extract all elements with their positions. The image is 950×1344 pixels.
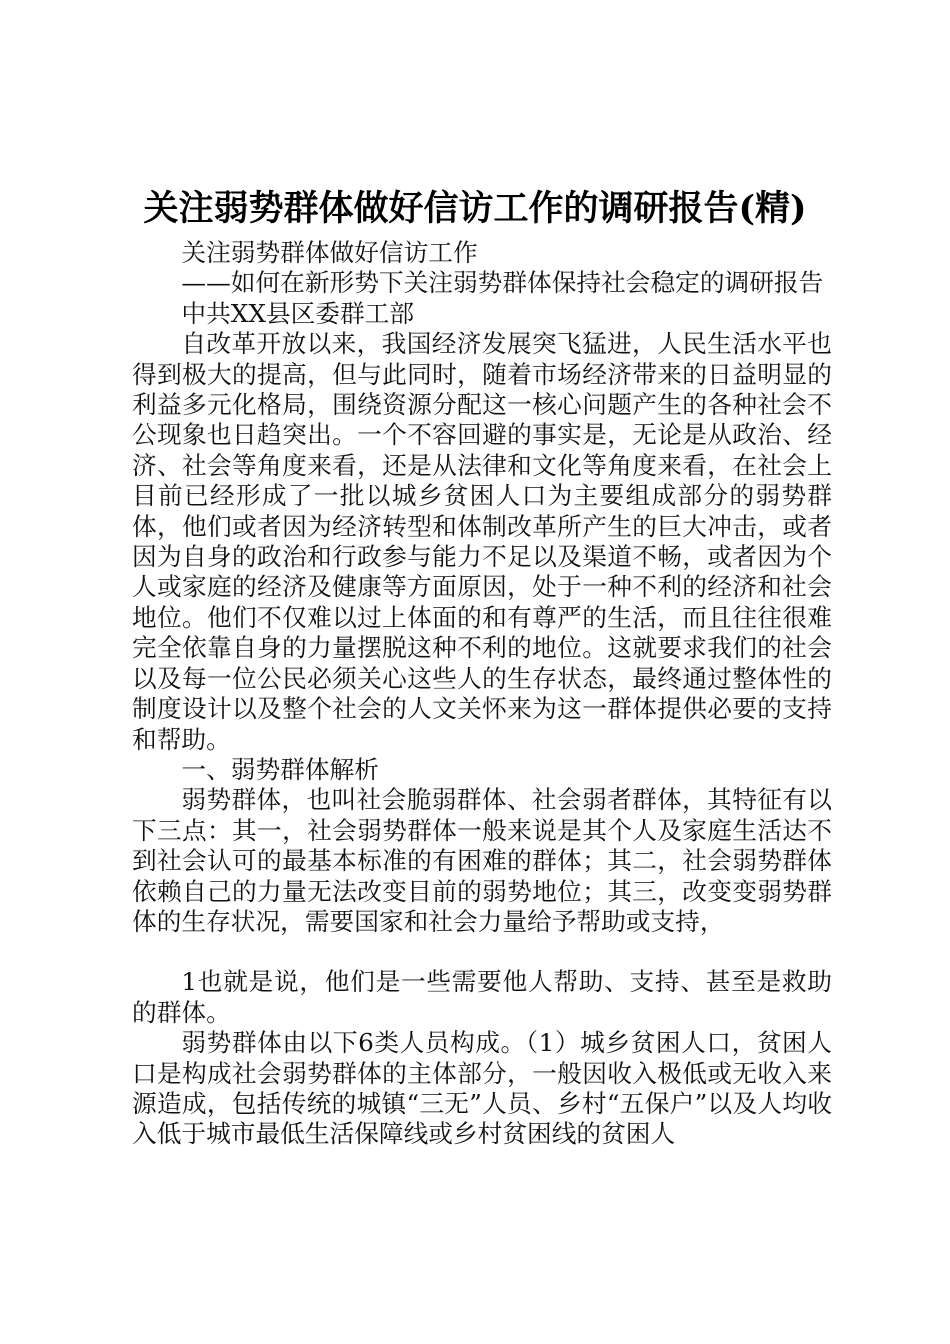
document-body	[132, 238, 832, 1150]
subtitle-dash-line: ——如何在新形势下关注弱势群体保持社会稳定的调研报告	[181, 268, 824, 298]
section-heading: 一、弱势群体解析	[181, 754, 379, 784]
intro-paragraph: 自改革开放以来，我国经济发展突飞猛进，人民生活水平也得到极大的提高，但与此同时，随着市场经济带来的日益明显的利益多元化格局，围绕资源分配这一核心问题产生的各种社会不公现象也日趋突出。一个不容回避的事实是，无论是从政治、经济、社会等角度来看，还是从法律和文化等角度来看，在社会上目前已经形成了一批以城乡贫困人口为主要组成部分的弱势群体，他们或者因为经济转型和体制改革所产生的巨大冲击，或者因为自身的政治和行政参与能力不足以及渠道不畅，或者因为个人或家庭的经济及健康等方面原因，处于一种不利的经济和社会地位。他们不仅难以过上体面的和有尊严的生活，而且往往很难完全依靠自身的力量摆脱这种不利的地位。这就要求我们的社会以及每一位公民必须关心这些人的生存状态，最终通过整体性的制度设计以及整个社会的人文关怀来为这一群体提供必要的支持和帮助。	[132, 329, 832, 754]
document-title: 关注弱势群体做好信访工作的调研报告(精)	[143, 188, 807, 229]
definition-paragraph: 弱势群体，也叫社会脆弱群体、社会弱者群体，其特征有以下三点：其一，社会弱势群体一般来说是其个人及家庭生活达不到社会认可的最基本标准的有困难的群体；其二，社会弱势群体依赖自己的力量无法改变目前的弱势地位；其三，改变变弱势群体的生存状况，需要国家和社会力量给予帮助或支持，	[132, 785, 832, 936]
author-line: 中共XX县区委群工部	[181, 298, 415, 328]
subtitle-line: 关注弱势群体做好信访工作	[181, 238, 478, 267]
composition-paragraph: 弱势群体由以下6类人员构成。（1）城乡贫困人口，贫困人口是构成社会弱势群体的主体部分，一般因收入极低或无收入来源造成，包括传统的城镇“三无”人员、乡村“五保户”以及人均收入低于城市最低生活保障线或乡村贫困线的贫困人	[132, 1028, 832, 1149]
paragraph-gap	[132, 937, 832, 967]
continuation-paragraph: 1也就是说，他们是一些需要他人帮助、支持、甚至是救助的群体。	[132, 967, 832, 1027]
